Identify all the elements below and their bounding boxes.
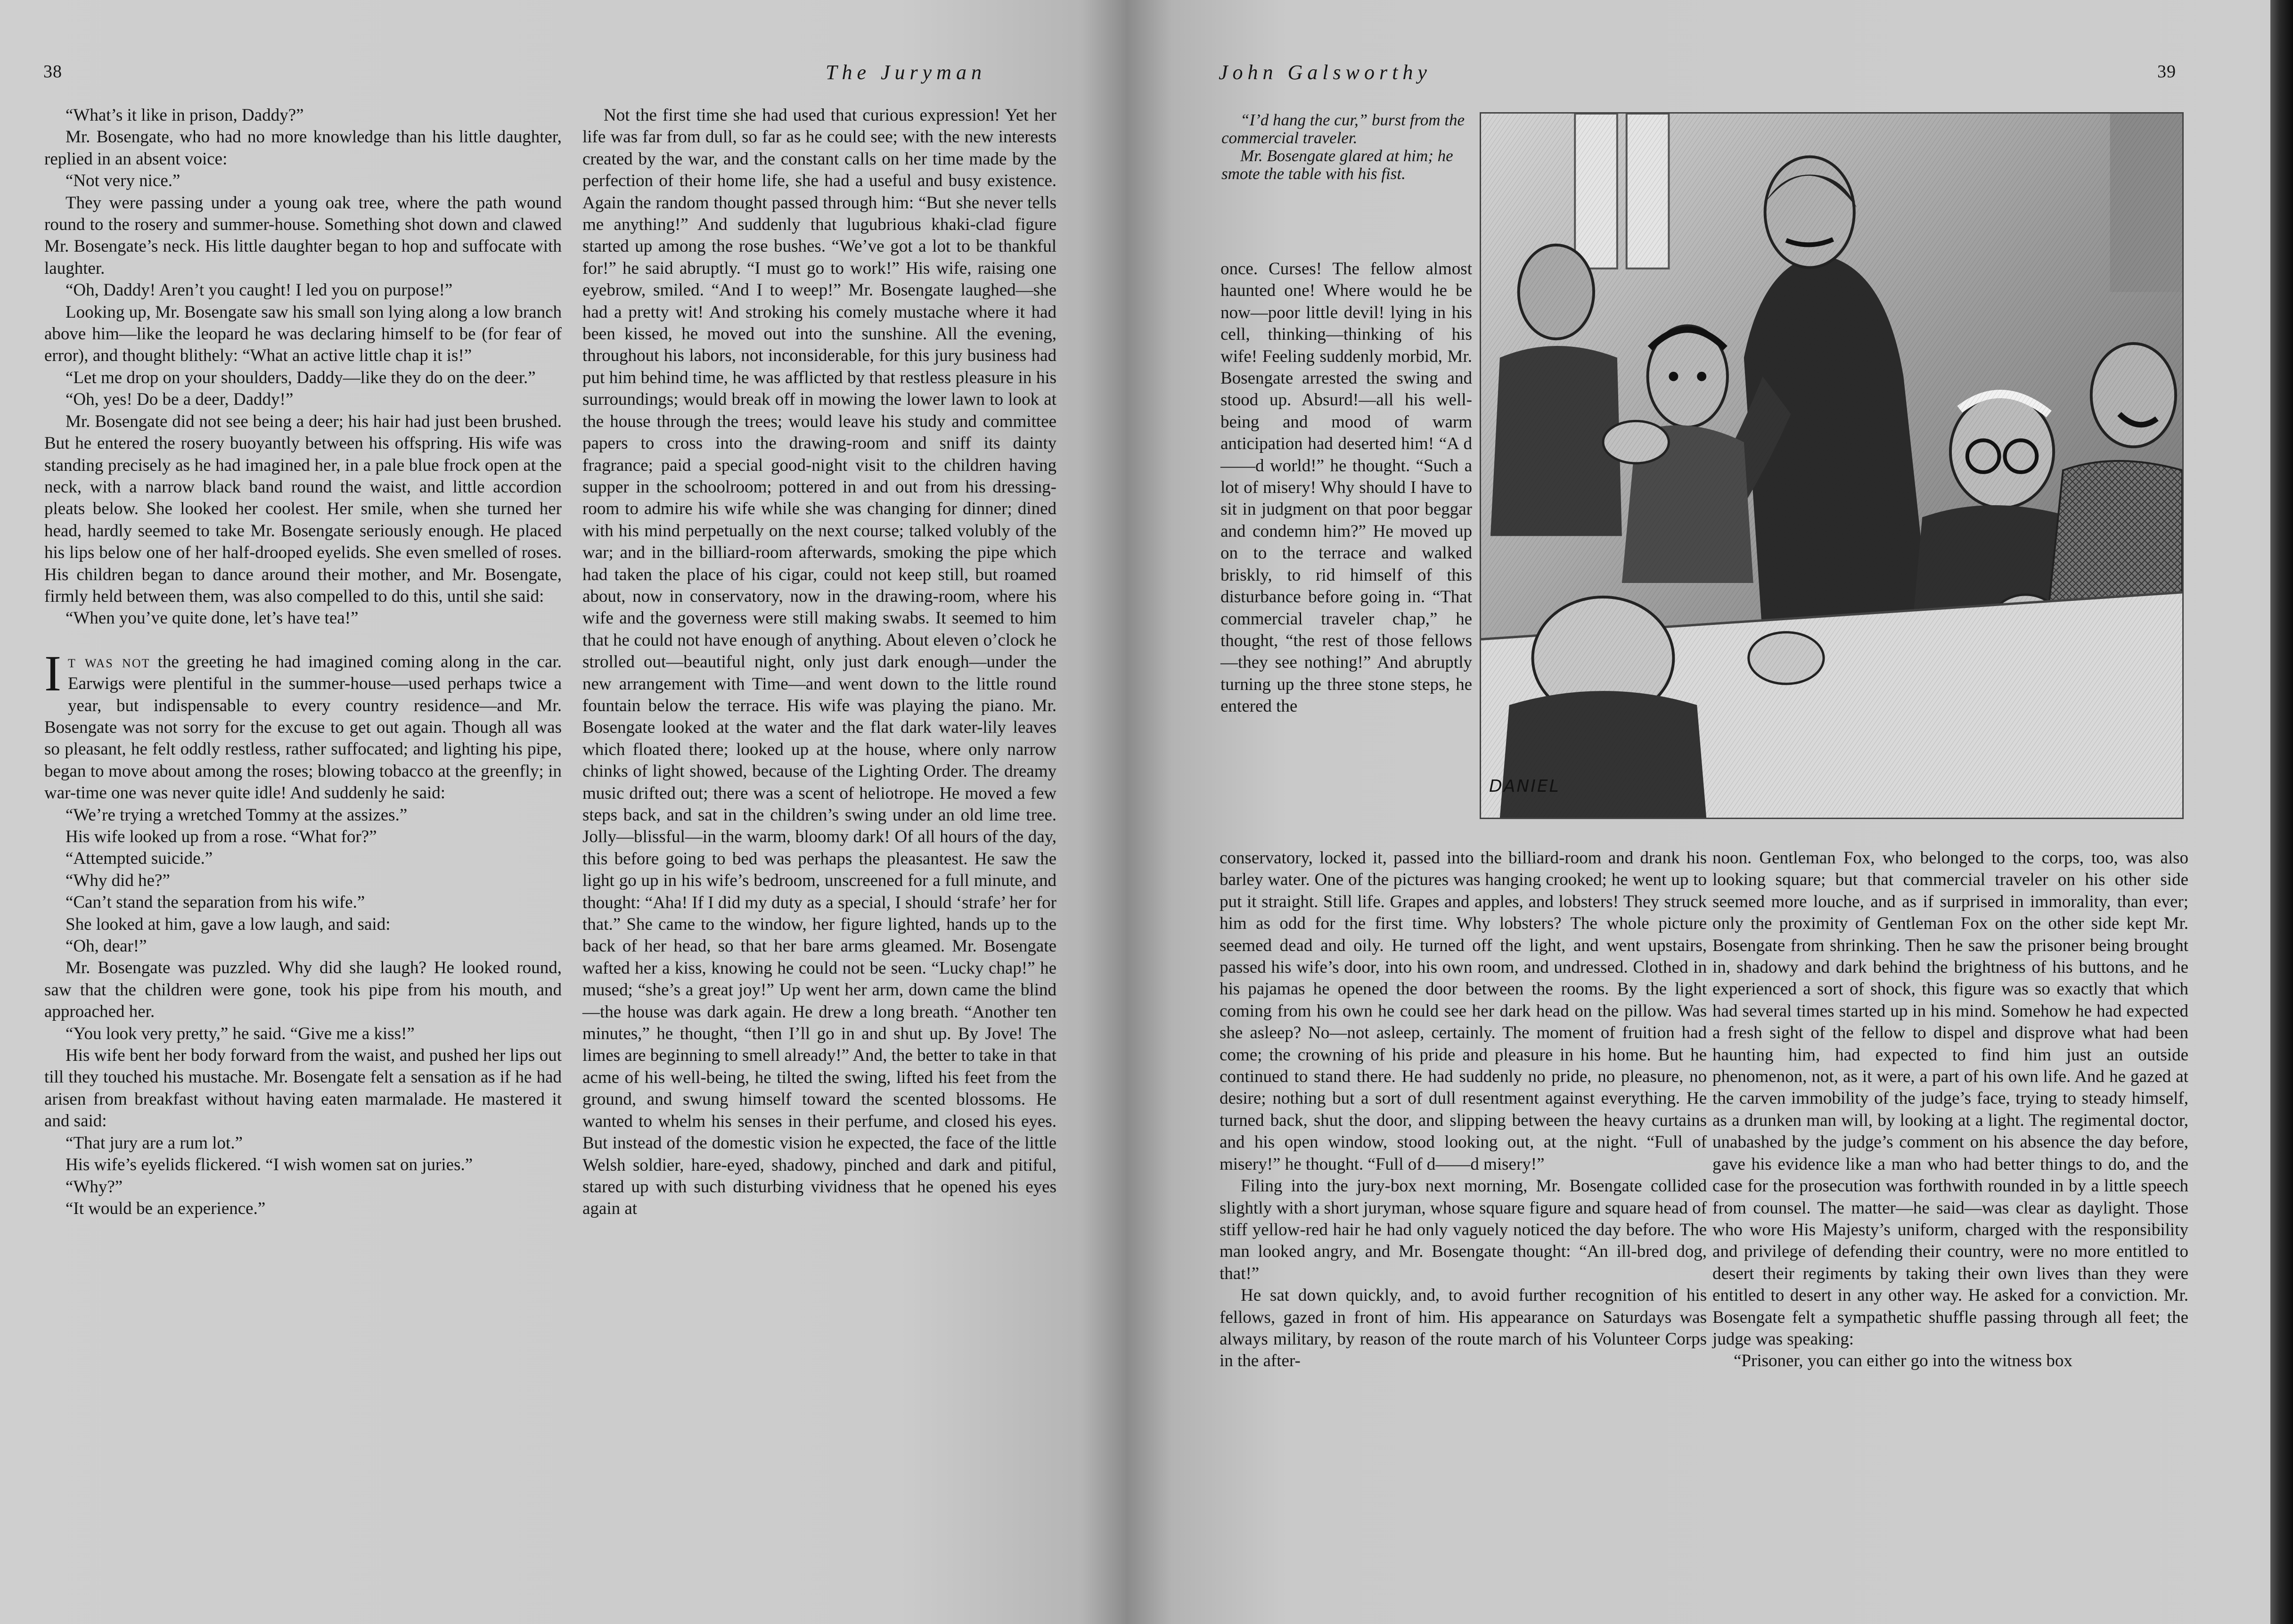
paragraph: Mr. Bosengate, who had no more knowledge than his little daughter, replied in an absent voice: <box>44 127 562 169</box>
caption-line: Mr. Bosengate glared at him; he smote the table with his fist. <box>1221 147 1453 183</box>
paragraph: She looked at him, gave a low laugh, and said: <box>66 914 391 934</box>
paragraph: “Why?” <box>66 1177 123 1197</box>
paragraph: once. Curses! The fellow almost haunted one! Where would he be now—poor little devil! lying in his cell, thinking—thinking of his wife! Feeling suddenly morbid, Mr. Bosengate arrested the swing and stood up. Absurd!—all his well-being and mood of warm anticipation had deserted him! “A d——d world!” he thought. “Such a lot of misery! Why should I have to sit in judgment on that poor beggar and condemn him?” He moved up on to the terrace and walked briskly, to rid himself of this disturbance before going in. “That commercial traveler chap,” he thought, “the rest of those fellows—they see nothing!” And abruptly turning up the three stone steps, he entered the <box>1220 259 1472 716</box>
illustration-caption <box>1221 111 1466 183</box>
caption-line: “I’d hang the cur,” burst from the commercial traveler. <box>1221 111 1465 147</box>
illustration-drawing <box>1481 114 2182 818</box>
paragraph: “Attempted suicide.” <box>66 849 213 869</box>
small-caps-lead: t was not <box>67 652 150 672</box>
page-number-left: 38 <box>43 62 62 82</box>
page-edge <box>2270 0 2293 1624</box>
paragraph: “When you’ve quite done, let’s have tea!” <box>66 608 359 628</box>
paragraph: “Not very nice.” <box>66 171 180 191</box>
paragraph: “Oh, yes! Do be a deer, Daddy!” <box>66 390 294 410</box>
drop-cap: I <box>44 645 61 702</box>
running-head-right: John Galsworthy <box>1219 61 1432 84</box>
left-page-column-2 <box>582 105 1056 1220</box>
paragraph: Looking up, Mr. Bosengate saw his small son lying along a low branch above him—like the leopard he was declaring himself to be (for fear of error), and thought blithely: “What an active little chap it is!” <box>44 302 562 366</box>
paragraph: “That jury are a rum lot.” <box>66 1133 243 1153</box>
paragraph: Mr. Bosengate was puzzled. Why did she laugh? He looked round, saw that the children were gone, took his pipe from his mouth, and approached her. <box>44 958 562 1022</box>
paragraph: conservatory, locked it, passed into the billiard-room and drank his barley water. One of the pictures was hanging crooked; he went up to put it straight. Still life. Grapes and apples, and lobsters! They struck him as odd for the first time. Why lobsters? The whole picture seemed dead and oily. He turned off the light, and went upstairs, passed his wife’s door, into his own room, and undressed. Clothed in his pajamas he opened the door between the rooms. By the light coming from his own he could see her dark head on the pillow. Was she asleep? No—not asleep, certainly. The moment of fruition had come; the crowning of his pride and pleasure in his home. But he continued to stand there. He had suddenly no pride, no pleasure, no desire; nothing but a sort of dull resentment against everything. He turned back, shut the door, and slipping between the heavy curtains and his open window, stood looking out, at the night. “Full of misery!” he thought. “Full of d——d misery!” <box>1220 848 1707 1174</box>
section-opening-paragraph <box>44 645 562 804</box>
paragraph: Filing into the jury-box next morning, Mr. Bosengate collided slightly with a short juryman, whose square figure and square head of stiff yellow-red hair he had only vaguely noticed the day before. The man looked angry, and Mr. Bosengate thought: “An ill-bred dog, that!” <box>1220 1176 1707 1283</box>
paragraph: “Prisoner, you can either go into the witness box <box>1734 1351 2072 1371</box>
paragraph: His wife bent her body forward from the waist, and pushed her lips out till they touched his mustache. Mr. Bosengate felt a sensation as if he had arisen from breakfast without having eaten marmalade. He mastered it and said: <box>44 1046 562 1131</box>
paragraph: noon. Gentleman Fox, who belonged to the corps, too, was also looking square; but that commercial traveler on his other side seemed more louche, and as if surprised in immorality, than ever; only the proximity of Gentleman Fox on the other side kept Mr. Bosengate from shrinking. Then he saw the prisoner being brought in, shadowy and dark behind the brightness of his buttons, and he experienced a sort of shock, this figure was so exactly that which had several times started up in his mind. Somehow he had expected a fresh sight of the fellow to dispel and disprove what had been haunting him, had expected to find him just an outside phenomenon, not, as it were, a part of his own life. And he gazed at the carven immobility of the judge’s face, trying to steady himself, as a drunken man will, by looking at a light. The regimental doctor, unabashed by the judge’s comment on his absence the day before, gave his evidence like a man who had better things to do, and the case for the prosecution was forthwith rounded in by a little speech from counsel. The matter—he said—was clear as daylight. Those who wore His Majesty’s uniform, charged with the responsibility and privilege of defending their country, were no more entitled to desert their regiments by taking their own lives than they were entitled to desert in any other way. He asked for a conviction. Mr. Bosengate felt a sympathetic shuffle passing through all feet; the judge was speaking: <box>1712 848 2188 1349</box>
section-text: the greeting he had imagined coming along in the car. Earwigs were plentiful in the summer-house—used perhaps twice a year, but indispensable to every country residence—and Mr. Bosengate was not sorry for the excuse to get out again. Though all was so pleasant, he felt oddly restless, rather suffocated; and lighting his pipe, began to move about among the roses; blowing tobacco at the greenfly; in war-time one was never quite idle! And suddenly he said: <box>44 652 562 803</box>
artist-signature: DANIEL <box>1489 777 1560 796</box>
page-number-right: 39 <box>2157 62 2176 82</box>
paragraph: “Can’t stand the separation from his wife.” <box>66 893 365 912</box>
paragraph: “Why did he?” <box>66 870 170 890</box>
left-page-column-1 <box>44 105 562 1220</box>
paragraph: He sat down quickly, and, to avoid further recognition of his fellows, gazed in front of him. His appearance on Saturdays was always military, by reason of the route march of his Volunteer Corps in the after- <box>1220 1286 1707 1371</box>
paragraph: “You look very pretty,” he said. “Give me a kiss!” <box>66 1024 415 1043</box>
right-page-column-narrow <box>1220 258 1472 718</box>
paragraph: Not the first time she had used that curious expression! Yet her life was far from dull, so far as he could see; with the new interests created by the war, and the constant calls on her time made by the perfection of their home life, she had a useful and busy existence. Again the random thought passed through him: “But she never tells me anything!” And suddenly that lugubrious khaki-clad figure started up among the rose bushes. “We’ve got a lot to be thankful for!” he said abruptly. “I must go to work!” His wife, raising one eyebrow, smiled. “And I to weep!” Mr. Bosengate laughed—she had a pretty wit! And stroking his comely mustache where it had been kissed, he moved out into the sunshine. All the evening, throughout his labors, not inconsiderable, for this jury business had put him behind time, he was afflicted by that restless pleasure in his surroundings; would break off in mowing the lower lawn to look at the house through the trees; would leave his study and committee papers to cross into the drawing-room and sniff its dainty fragrance; paid a special good-night visit to the children having supper in the schoolroom; pottered in and out from his dressing-room to admire his wife while she was changing for dinner; dined with his mind perpetually on the next course; talked volubly of the war; and in the billiard-room afterwards, smoking the pipe which had taken the place of his cigar, could not keep still, but roamed about, now in conservatory, now in the drawing-room, where his wife and the governess were still making swabs. It seemed to him that he could not have enough of anything. About eleven o’clock he strolled out—beautiful night, only just dark enough—under the new arrangement with Time—and went down to the little round fountain below the terrace. His wife was playing the piano. Mr. Bosengate looked at the water and the flat dark water-lily leaves which floated there; looked up at the house, where only narrow chinks of light showed, because of the Lighting Order. The dreamy music drifted out; there was a scent of heliotrope. He moved a few steps back, and sat in the children’s swing under an old lime tree. Jolly—blissful—in the warm, bloomy dark! Of all hours of the day, this before going to bed was perhaps the pleasantest. He saw the light go up in his wife’s bedroom, unscreened for a full minute, and thought: “Aha! If I did my duty as a special, I should ‘strafe’ her for that.” She came to the window, her figure lighted, hands up to the back of her head, so that her bare arms gleamed. Mr. Bosengate wafted her a kiss, knowing he could not be seen. “Lucky chap!” he mused; “she’s a great joy!” Up went her arm, down came the blind—the house was dark again. He drew a long breath. “Another ten minutes,” he thought, “then I’ll go in and shut up. By Jove! The limes are beginning to smell already!” And, the better to take in that acme of his well-being, he tilted the swing, lifted his feet from the ground, and swung himself toward the scented blossoms. He wanted to whelm his senses in their perfume, and closed his eyes. But instead of the domestic vision he expected, the face of the little Welsh soldier, hare-eyed, shadowy, pinched and dark and pitiful, stared up with such disturbing vividness that he opened his eyes again at <box>582 106 1056 1219</box>
jury-illustration <box>1480 112 2184 819</box>
paragraph: Mr. Bosengate did not see being a deer; his hair had just been brushed. But he entered the rosery buoyantly between his offspring. His wife was standing precisely as he had imagined her, in a pale blue frock open at the neck, with a narrow black band round the waist, and little accordion pleats below. She looked her coolest. Her smile, when she turned her head, hardly seemed to take Mr. Bosengate seriously enough. He placed his lips below one of her half-drooped eyelids. She even smelled of roses. His children began to dance around their mother, and Mr. Bosengate, firmly held between them, was also compelled to do this, until she said: <box>44 411 562 606</box>
paragraph: “It would be an experience.” <box>66 1198 266 1218</box>
paragraph: “Let me drop on your shoulders, Daddy—like they do on the deer.” <box>66 368 536 387</box>
left-page <box>0 0 1126 1624</box>
paragraph: His wife looked up from a rose. “What for?” <box>66 827 377 846</box>
running-head-left: The Juryman <box>826 61 986 84</box>
paragraph: “Oh, dear!” <box>66 936 147 956</box>
paragraph: “Oh, Daddy! Aren’t you caught! I led you on purpose!” <box>66 280 453 300</box>
paragraph: “What’s it like in prison, Daddy?” <box>66 106 304 125</box>
right-page-column-3 <box>1220 847 1707 1372</box>
paragraph: “We’re trying a wretched Tommy at the assizes.” <box>66 805 408 825</box>
col1-paragraphs-after <box>44 804 562 1220</box>
right-page-column-4 <box>1712 847 2188 1372</box>
col1-paragraphs <box>44 105 562 630</box>
paragraph: His wife’s eyelids flickered. “I wish women sat on juries.” <box>66 1155 473 1175</box>
paragraph: They were passing under a young oak tree, where the path wound round to the rosery and summer-house. Something shot down and clawed Mr. Bosengate’s neck. His little daughter began to hop and suffocate with laughter. <box>44 193 562 278</box>
